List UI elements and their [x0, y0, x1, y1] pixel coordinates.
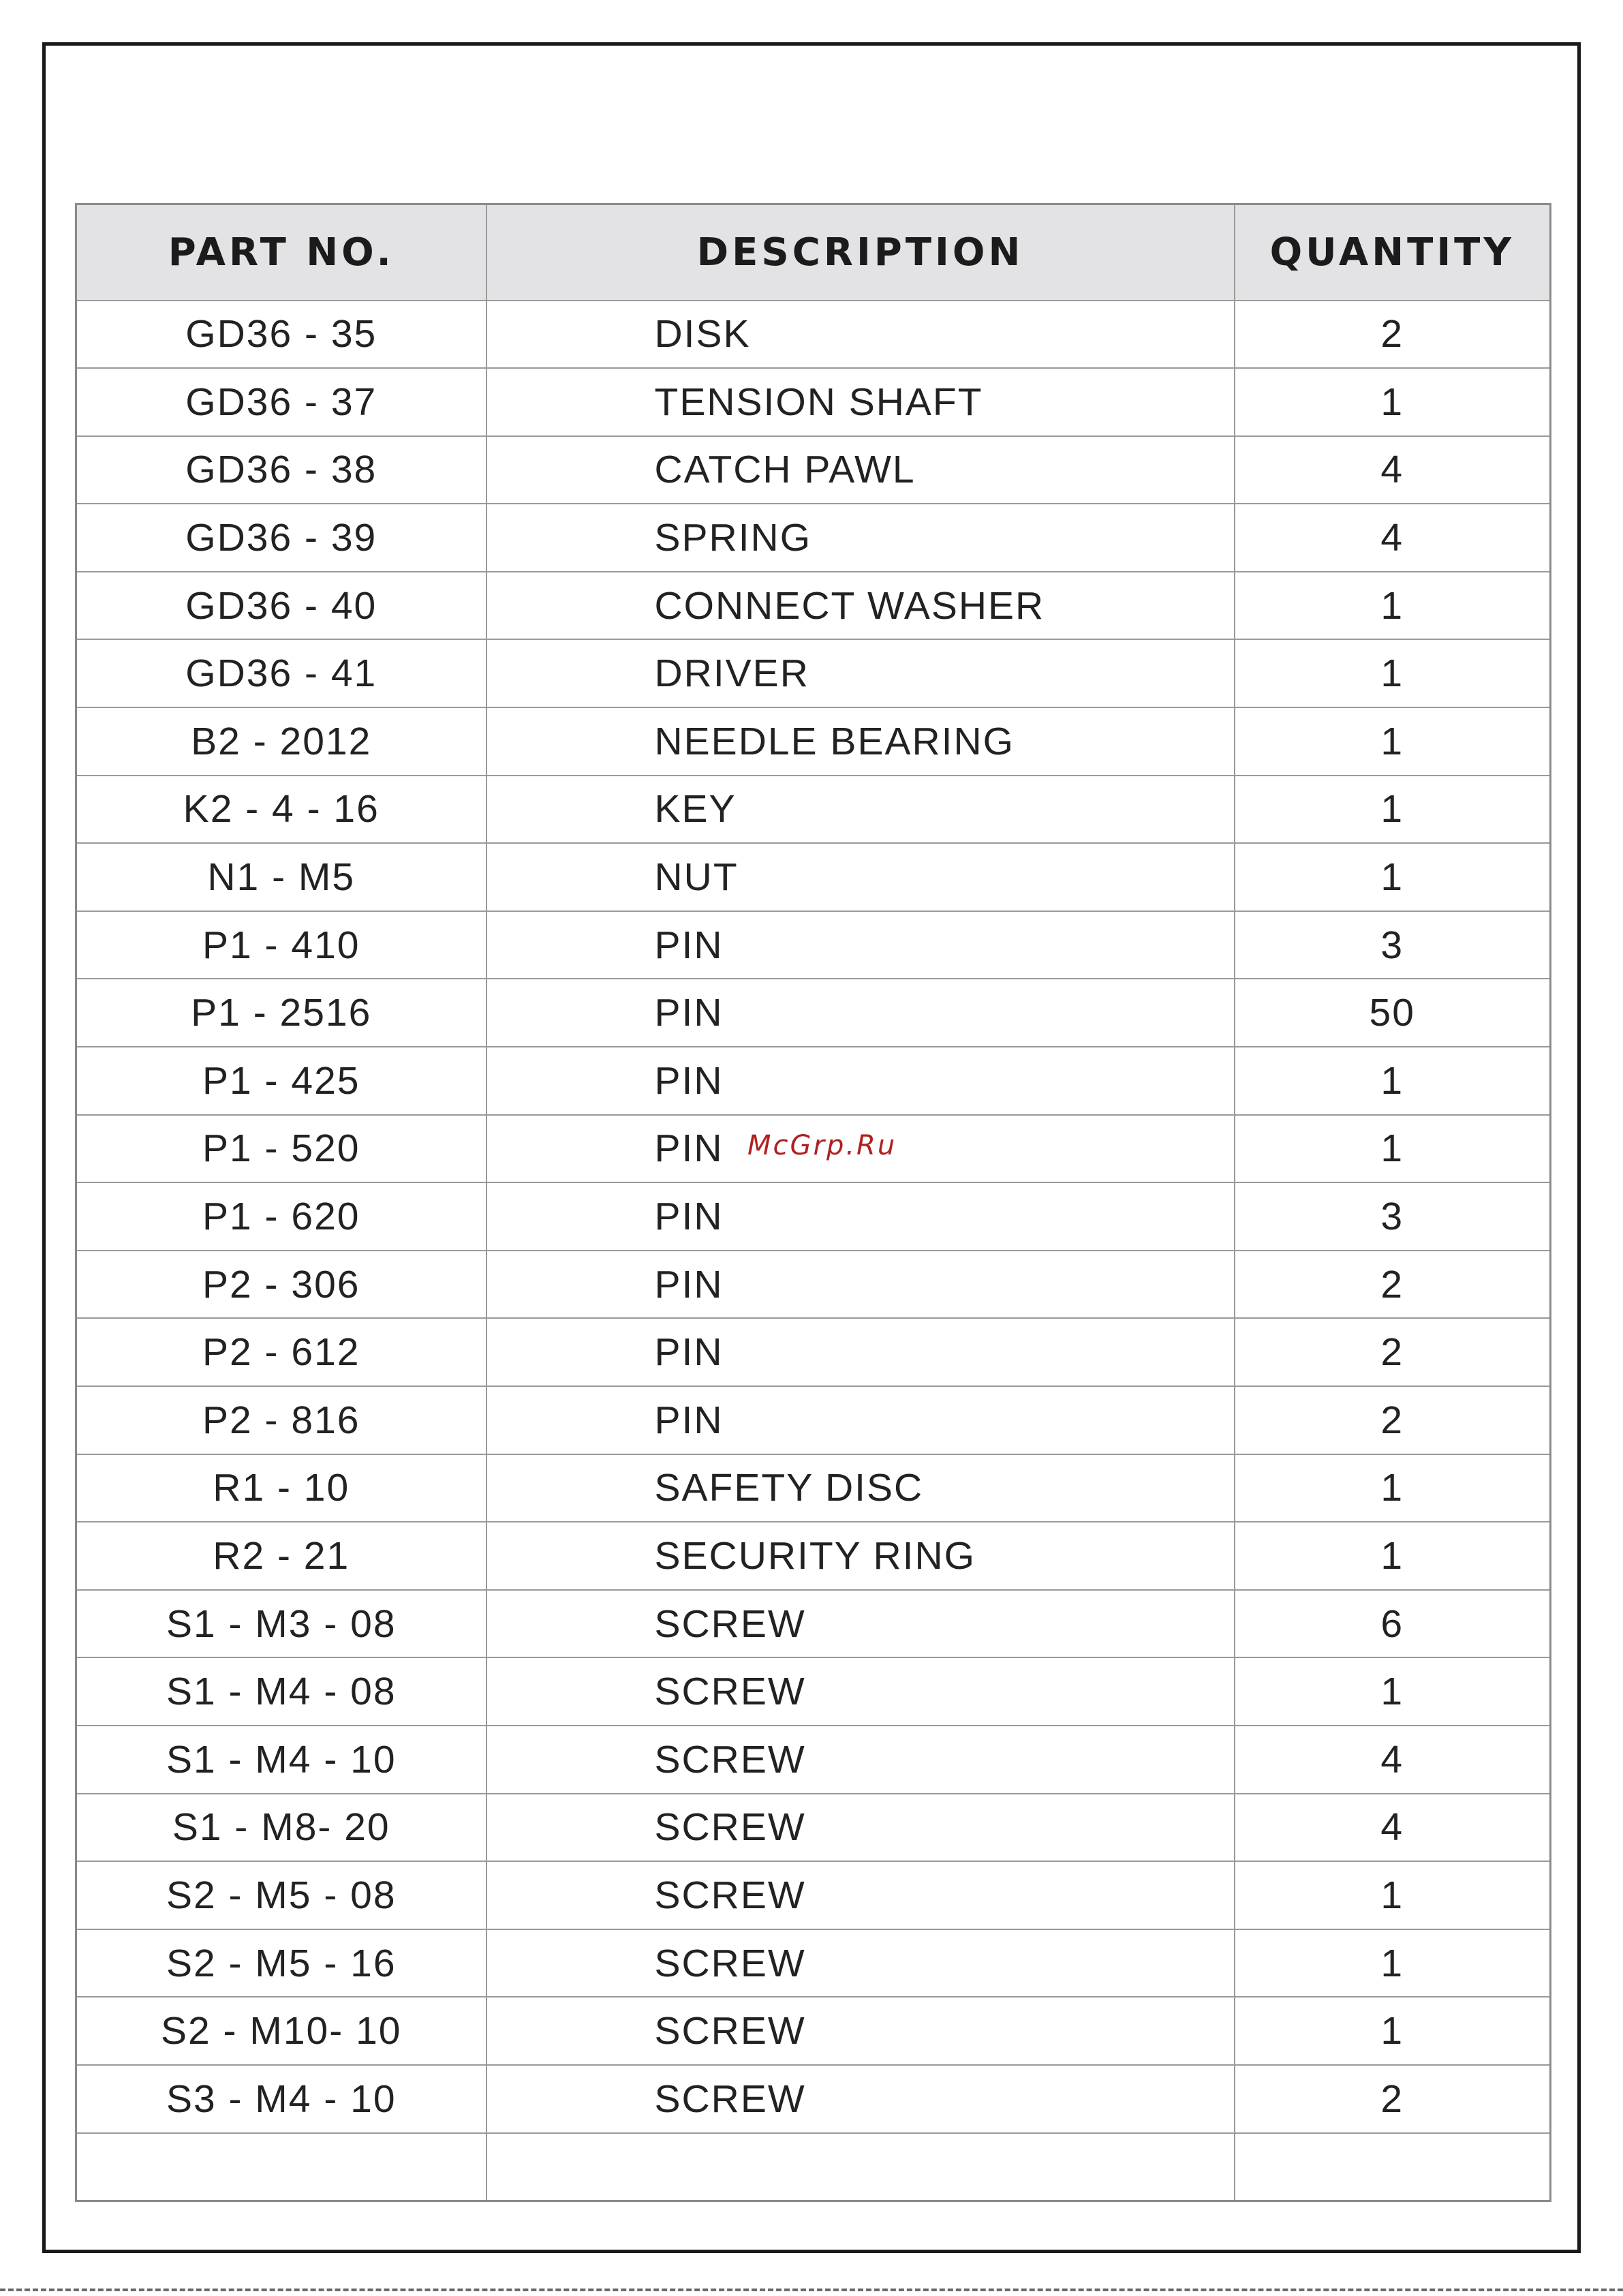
quantity-cell: 1: [1235, 707, 1551, 776]
header-quantity: QUANTITY: [1235, 204, 1551, 301]
table-header-row: [76, 204, 1551, 301]
quantity-cell: 1: [1235, 776, 1551, 844]
quantity-cell: 1: [1235, 1522, 1551, 1590]
quantity-cell: 2: [1235, 1318, 1551, 1386]
part-number-cell: GD36 - 39: [76, 504, 486, 572]
quantity-cell: 4: [1235, 504, 1551, 572]
table-row: [76, 1861, 1551, 1929]
table-row: [76, 1047, 1551, 1115]
part-number-cell: S1 - M3 - 08: [76, 1590, 486, 1658]
table-row: [76, 1454, 1551, 1522]
table-row: [76, 2065, 1551, 2133]
table-row: [76, 504, 1551, 572]
part-number-cell: S1 - M8- 20: [76, 1794, 486, 1862]
part-number-cell: K2 - 4 - 16: [76, 776, 486, 844]
table-row: [76, 1182, 1551, 1251]
description-cell: SCREW: [486, 1726, 1235, 1794]
description-cell: SCREW: [486, 1794, 1235, 1862]
description-cell: PIN: [486, 1182, 1235, 1251]
quantity-cell: 1: [1235, 572, 1551, 640]
description-cell: CATCH PAWL: [486, 436, 1235, 504]
part-number-cell: P2 - 306: [76, 1251, 486, 1319]
table-row: [76, 301, 1551, 369]
part-number-cell: R2 - 21: [76, 1522, 486, 1590]
quantity-cell: 4: [1235, 436, 1551, 504]
part-number-cell: GD36 - 38: [76, 436, 486, 504]
part-number-cell: GD36 - 37: [76, 368, 486, 436]
quantity-cell: 3: [1235, 911, 1551, 979]
description-cell: KEY: [486, 776, 1235, 844]
part-number-cell: N1 - M5: [76, 843, 486, 911]
description-cell: SCREW: [486, 2065, 1235, 2133]
table-row: [76, 1997, 1551, 2065]
table-row: [76, 1590, 1551, 1658]
part-number-cell: S2 - M5 - 08: [76, 1861, 486, 1929]
part-number-cell: S1 - M4 - 10: [76, 1726, 486, 1794]
table-row: [76, 1522, 1551, 1590]
table-row: [76, 436, 1551, 504]
description-cell: SCREW: [486, 1657, 1235, 1726]
part-number-cell: S3 - M4 - 10: [76, 2065, 486, 2133]
table-row: [76, 1726, 1551, 1794]
description-cell: SECURITY RING: [486, 1522, 1235, 1590]
quantity-cell: 6: [1235, 1590, 1551, 1658]
table-row: [76, 1251, 1551, 1319]
description-cell: SPRING: [486, 504, 1235, 572]
quantity-cell: 1: [1235, 1454, 1551, 1522]
description-cell: PIN: [486, 1251, 1235, 1319]
bottom-dashed-divider: [0, 2289, 1623, 2291]
table-row: [76, 707, 1551, 776]
table-row: [76, 1657, 1551, 1726]
description-cell: SAFETY DISC: [486, 1454, 1235, 1522]
quantity-cell: 2: [1235, 301, 1551, 369]
description-cell: CONNECT WASHER: [486, 572, 1235, 640]
table-row: [76, 776, 1551, 844]
description-cell: PIN: [486, 979, 1235, 1047]
description-cell: PIN: [486, 911, 1235, 979]
part-number-cell: P2 - 816: [76, 1386, 486, 1454]
part-number-cell: P2 - 612: [76, 1318, 486, 1386]
table-row: [76, 639, 1551, 707]
table-row: [76, 1929, 1551, 1997]
part-number-cell: S2 - M10- 10: [76, 1997, 486, 2065]
quantity-cell: 3: [1235, 1182, 1551, 1251]
part-number-cell: R1 - 10: [76, 1454, 486, 1522]
part-number-cell: P1 - 425: [76, 1047, 486, 1115]
parts-table: [75, 203, 1551, 2202]
part-number-cell: P1 - 2516: [76, 979, 486, 1047]
description-cell: NUT: [486, 843, 1235, 911]
description-cell: SCREW: [486, 1929, 1235, 1997]
description-cell: TENSION SHAFT: [486, 368, 1235, 436]
watermark-text: McGrp.Ru: [747, 1130, 897, 1161]
table-row: [76, 368, 1551, 436]
quantity-cell: 1: [1235, 368, 1551, 436]
part-number-cell: P1 - 520: [76, 1115, 486, 1183]
description-cell: [486, 2133, 1235, 2201]
quantity-cell: 1: [1235, 1997, 1551, 2065]
description-cell: SCREW: [486, 1590, 1235, 1658]
description-cell: NEEDLE BEARING: [486, 707, 1235, 776]
description-cell: PIN: [486, 1318, 1235, 1386]
part-number-cell: P1 - 620: [76, 1182, 486, 1251]
quantity-cell: 1: [1235, 1657, 1551, 1726]
quantity-cell: 4: [1235, 1794, 1551, 1862]
table-row: [76, 1318, 1551, 1386]
description-cell: DRIVER: [486, 639, 1235, 707]
description-cell: PIN: [486, 1047, 1235, 1115]
table-row: [76, 843, 1551, 911]
description-cell: SCREW: [486, 1997, 1235, 2065]
quantity-cell: 1: [1235, 1861, 1551, 1929]
quantity-cell: 1: [1235, 1115, 1551, 1183]
table-row: [76, 911, 1551, 979]
description-cell: PIN: [486, 1386, 1235, 1454]
quantity-cell: 50: [1235, 979, 1551, 1047]
quantity-cell: [1235, 2133, 1551, 2201]
part-number-cell: B2 - 2012: [76, 707, 486, 776]
description-cell: SCREW: [486, 1861, 1235, 1929]
quantity-cell: 2: [1235, 1386, 1551, 1454]
quantity-cell: 1: [1235, 843, 1551, 911]
quantity-cell: 1: [1235, 1047, 1551, 1115]
part-number-cell: [76, 2133, 486, 2201]
part-number-cell: GD36 - 35: [76, 301, 486, 369]
part-number-cell: P1 - 410: [76, 911, 486, 979]
table-row: [76, 1794, 1551, 1862]
part-number-cell: S2 - M5 - 16: [76, 1929, 486, 1997]
description-cell: DISK: [486, 301, 1235, 369]
table-row: [76, 1386, 1551, 1454]
part-number-cell: GD36 - 40: [76, 572, 486, 640]
description-cell: PIN: [486, 1115, 1235, 1183]
table-row: [76, 2133, 1551, 2201]
header-description: DESCRIPTION: [486, 204, 1235, 301]
table-row: [76, 572, 1551, 640]
table-row: [76, 979, 1551, 1047]
part-number-cell: GD36 - 41: [76, 639, 486, 707]
quantity-cell: 1: [1235, 1929, 1551, 1997]
quantity-cell: 2: [1235, 1251, 1551, 1319]
quantity-cell: 1: [1235, 639, 1551, 707]
part-number-cell: S1 - M4 - 08: [76, 1657, 486, 1726]
quantity-cell: 2: [1235, 2065, 1551, 2133]
header-part-no: PART NO.: [76, 204, 486, 301]
quantity-cell: 4: [1235, 1726, 1551, 1794]
